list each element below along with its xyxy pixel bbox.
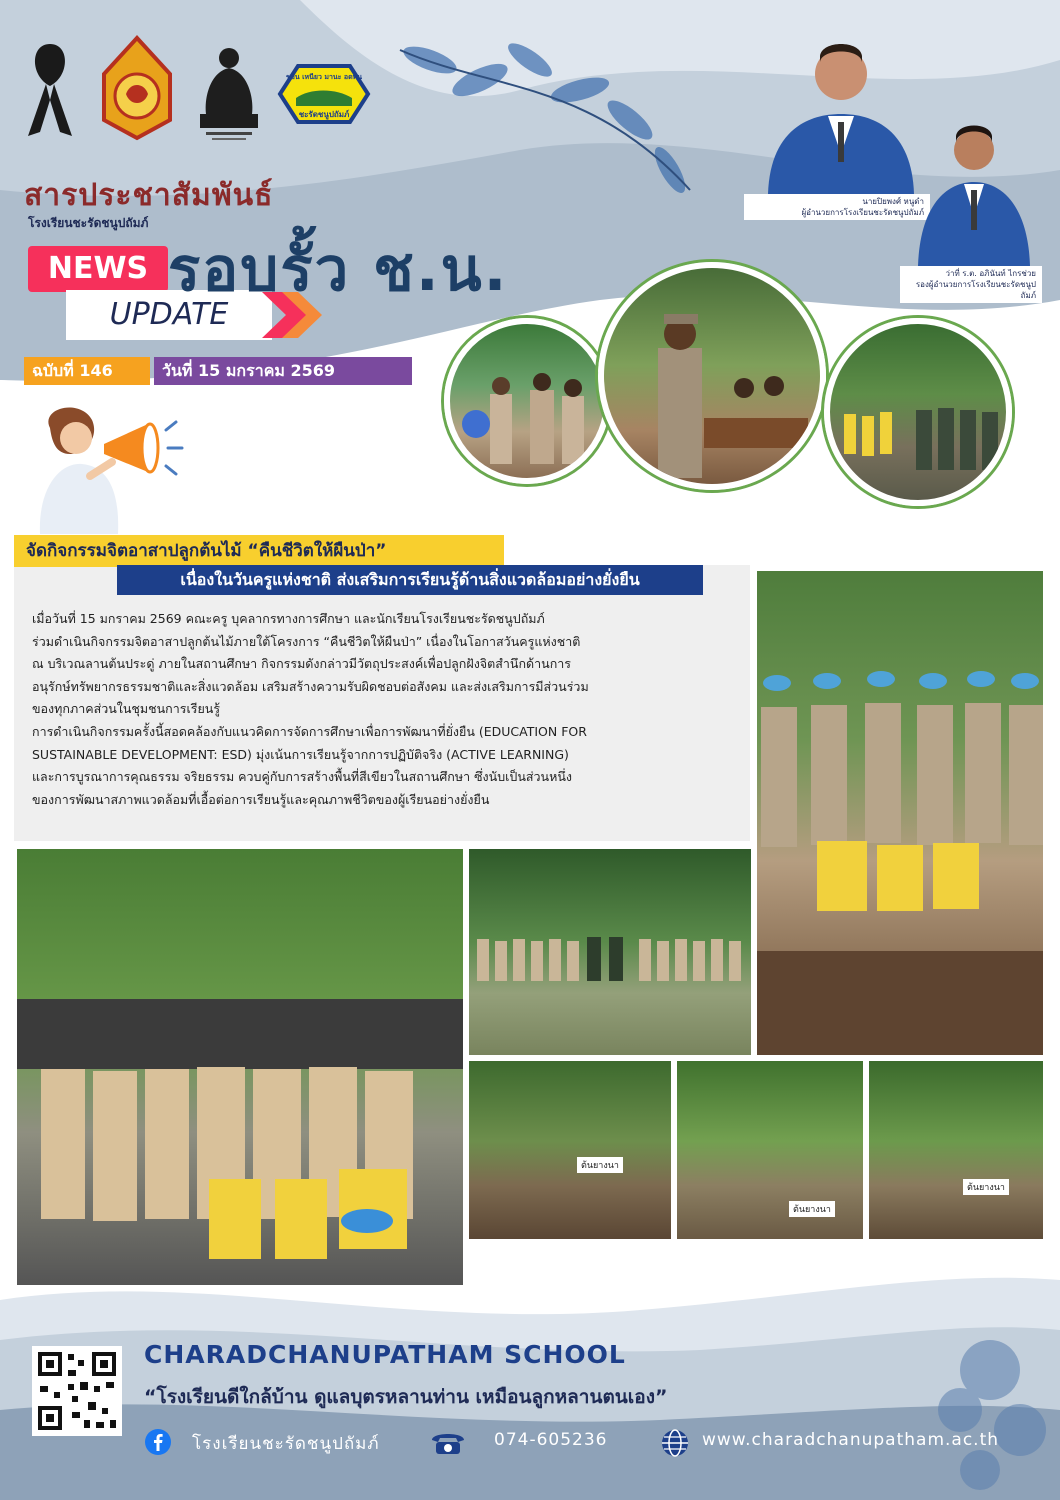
section-title: รอบรั้ว ช.น. xyxy=(168,235,509,305)
tree-sign: ต้นยางนา xyxy=(963,1179,1009,1195)
director-role: ผู้อำนวยการโรงเรียนชะรัดชนูปถัมภ์ xyxy=(801,208,924,217)
facebook-link[interactable]: โรงเรียนชะรัดชนูปถัมภ์ xyxy=(192,1434,380,1454)
globe-icon xyxy=(660,1428,690,1458)
deputy-director-photo xyxy=(916,116,1032,266)
update-label: UPDATE xyxy=(66,290,272,340)
assembly-photo xyxy=(16,848,464,1286)
deputy-caption xyxy=(900,266,1042,303)
assembly-silhouettes-icon xyxy=(17,849,463,1285)
school-name-subtitle: โรงเรียนชะรัดชนูปถัมภ์ xyxy=(28,216,149,230)
planting-photo-2 xyxy=(676,1060,864,1240)
issue-number: ฉบับที่ 146 xyxy=(24,357,150,385)
article-line: และการบูรณาการคุณธรรม จริยธรรม ควบคู่กับการสร้างพื้นที่สีเขียวในสถานศึกษา ซึ่งนับเป็นส่วนหนึ่ง xyxy=(32,769,572,785)
article-line: ณ บริเวณลานต้นประดู่ ภายในสถานศึกษา กิจกรรมดังกล่าวมีวัตถุประสงค์เพื่อปลูกฝังจิตสำนึกด้านการ xyxy=(32,656,571,672)
article-line: SUSTAINABLE DEVELOPMENT: ESD) มุ่งเน้นการเรียนรู้จากการปฏิบัติจริง (ACTIVE LEARNING) xyxy=(32,746,569,762)
director-portrait-icon xyxy=(764,34,918,194)
obec-emblem-icon xyxy=(96,34,178,142)
school-badge xyxy=(276,62,372,126)
ceremony-photo-3 xyxy=(824,318,1012,506)
monk-statue-icon xyxy=(194,40,264,144)
planting-photo-1 xyxy=(468,1060,672,1240)
line-silhouettes-icon xyxy=(469,849,751,1055)
leaf-decoration xyxy=(390,20,710,200)
article-line: ร่วมดำเนินกิจกรรมจิตอาสาปลูกต้นไม้ภายใต้โครงการ “คืนชีวิตให้ผืนป่า” เนื่องในโอกาสวันครูแห่งชาติ xyxy=(32,633,581,649)
badge-school-name: ชะรัดชนูปถัมภ์ xyxy=(298,110,350,119)
tree-sign: ต้นยางนา xyxy=(577,1157,623,1173)
newsletter-title: สารประชาสัมพันธ์ xyxy=(24,178,274,213)
planting-line-photo xyxy=(468,848,752,1056)
people-silhouette-icon xyxy=(450,324,604,478)
school-motto: “โรงเรียนดีใกล้บ้าน ดูแลบุตรหลานท่าน เหมือนลูกหลานตนเอง” xyxy=(144,1386,668,1408)
article-line: ของทุกภาคส่วนในชุมชนการเรียนรู้ xyxy=(32,701,221,717)
facebook-icon[interactable] xyxy=(144,1428,172,1456)
school-name-en: CHARADCHANUPATHAM SCHOOL xyxy=(144,1340,626,1369)
ceremony-photo-2 xyxy=(598,262,826,490)
badge-motto: ขยัน เหนียว มานะ อดทน xyxy=(285,73,363,81)
director-name: นายปิยพงศ์ หนูดำ xyxy=(862,197,924,206)
deputy-portrait-icon xyxy=(916,116,1032,266)
phone-number[interactable]: 074-605236 xyxy=(494,1430,608,1450)
issue-date: วันที่ 15 มกราคม 2569 xyxy=(154,357,412,385)
group-planting-photo xyxy=(756,570,1044,1056)
phone-icon xyxy=(428,1430,468,1456)
article-line: อนุรักษ์ทรัพยากรธรรมชาติและสิ่งแวดล้อม เสริมสร้างความรับผิดชอบต่อสังคม และส่งเสริมการมีส่วนร่วม xyxy=(32,678,589,694)
article-line: การดำเนินกิจกรรมครั้งนี้สอดคล้องกับแนวคิดการจัดการศึกษาเพื่อการพัฒนาที่ยั่งยืน (EDUCATION FOR xyxy=(32,723,587,739)
group-silhouettes-icon xyxy=(757,571,1043,1055)
article-subheadline: เนื่องในวันครูแห่งชาติ ส่งเสริมการเรียนรู้ด้านสิ่งแวดล้อมอย่างยั่งยืน xyxy=(117,565,703,595)
article-line: ของการพัฒนาสภาพแวดล้อมที่เอื้อต่อการเรียนรู้และคุณภาพชีวิตของผู้เรียนอย่างยั่งยืน xyxy=(32,791,490,807)
website-link[interactable]: www.charadchanupatham.ac.th xyxy=(702,1430,1000,1450)
ceremony-photo-1 xyxy=(444,318,610,484)
director-photo xyxy=(764,34,918,194)
flower-decoration xyxy=(920,1300,1060,1500)
news-label: NEWS xyxy=(28,246,168,292)
article-body xyxy=(32,608,732,811)
students-silhouette-icon xyxy=(830,324,1006,500)
deputy-name: ว่าที่ ร.ต. อภินันท์ ไกรช่วย xyxy=(945,269,1036,278)
speaker-silhouette-icon xyxy=(604,268,820,484)
qr-code-icon[interactable] xyxy=(32,1346,122,1436)
footer-background xyxy=(0,1240,1060,1500)
article-line: เมื่อวันที่ 15 มกราคม 2569 คณะครู บุคลากรทางการศึกษา และนักเรียนโรงเรียนชะรัดชนูปถัมภ์ xyxy=(32,611,545,626)
director-caption xyxy=(744,194,930,220)
deputy-role: รองผู้อำนวยการโรงเรียนชะรัดชนูปถัมภ์ xyxy=(915,280,1036,300)
tree-sign: ต้นยางนา xyxy=(789,1201,835,1217)
black-ribbon-icon xyxy=(22,40,78,140)
article-headline: จัดกิจกรรมจิตอาสาปลูกต้นไม้ “คืนชีวิตให้ผืนป่า” xyxy=(14,535,504,567)
megaphone-woman-illustration xyxy=(20,398,190,534)
planting-photo-3 xyxy=(868,1060,1044,1240)
